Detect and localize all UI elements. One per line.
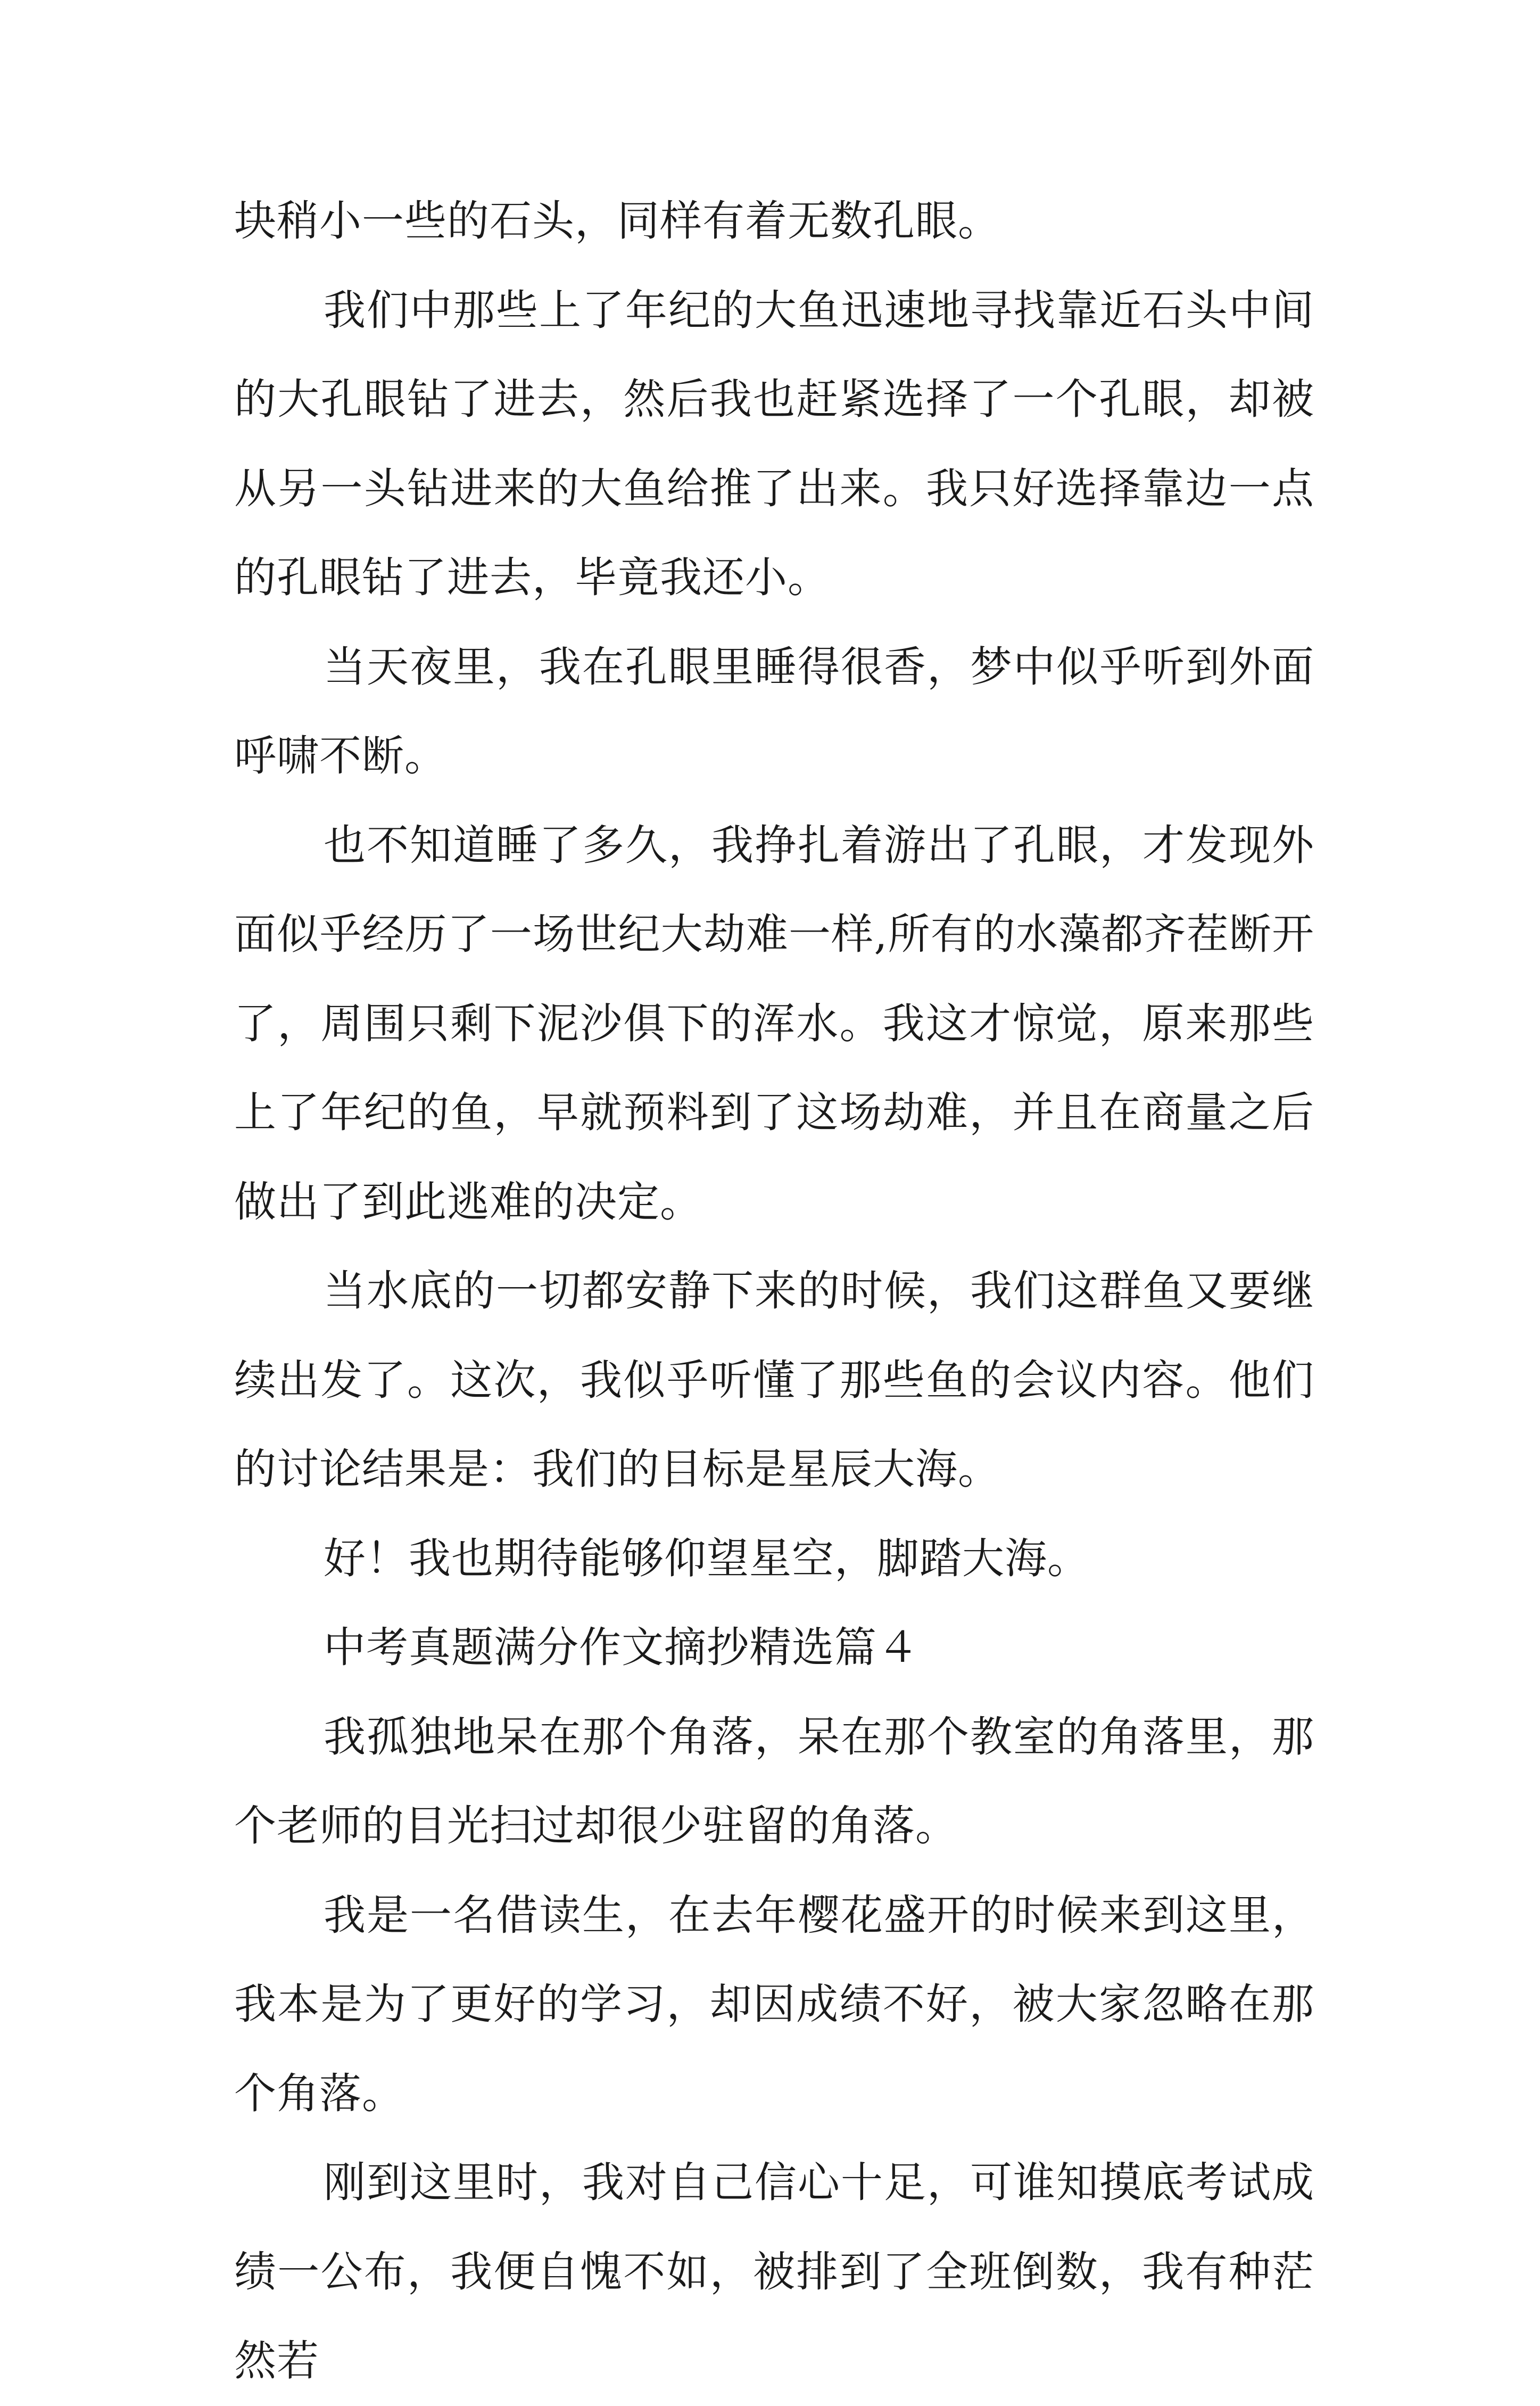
paragraph: 刚到这里时，我对自己信心十足，可谁知摸底考试成绩一公布，我便自愧不如，被排到了全班倒数，我有种茫然若 xyxy=(234,2158,1314,2385)
section-heading: 中考真题满分作文摘抄精选篇４ xyxy=(324,1623,920,1672)
paragraph: 块稍小一些的石头，同样有着无数孔眼。 xyxy=(234,196,1000,245)
paragraph: 当水底的一切都安静下来的时候，我们这群鱼又要继续出发了。这次，我似乎听懂了那些鱼的会议内容。他们的讨论结果是：我们的目标是星辰大海。 xyxy=(234,1266,1314,1494)
paragraph: 我是一名借读生，在去年樱花盛开的时候来到这里，我本是为了更好的学习，却因成绩不好，被大家忽略在那个角落。 xyxy=(234,1890,1314,2118)
document-body xyxy=(234,177,1314,2406)
paragraph: 我孤独地呆在那个角落，呆在那个教室的角落里，那个老师的目光扫过却很少驻留的角落。 xyxy=(234,1712,1314,1850)
paragraph: 好！我也期待能够仰望星空，脚踏大海。 xyxy=(324,1534,1090,1583)
paragraph: 我们中那些上了年纪的大鱼迅速地寻找靠近石头中间的大孔眼钻了进去，然后我也赶紧选择了一个孔眼，却被从另一头钻进来的大鱼给推了出来。我只好选择靠边一点的孔眼钻了进去，毕竟我还小。 xyxy=(234,285,1314,602)
paragraph: 当天夜里，我在孔眼里睡得很香，梦中似乎听到外面呼啸不断。 xyxy=(234,642,1314,780)
paragraph: 也不知道睡了多久，我挣扎着游出了孔眼，才发现外面似乎经历了一场世纪大劫难一样,所有的水藻都齐茬断开了，周围只剩下泥沙俱下的浑水。我这才惊觉，原来那些上了年纪的鱼，早就预料到了这场劫难，并且在商量之后做出了到此逃难的决定。 xyxy=(234,820,1314,1226)
